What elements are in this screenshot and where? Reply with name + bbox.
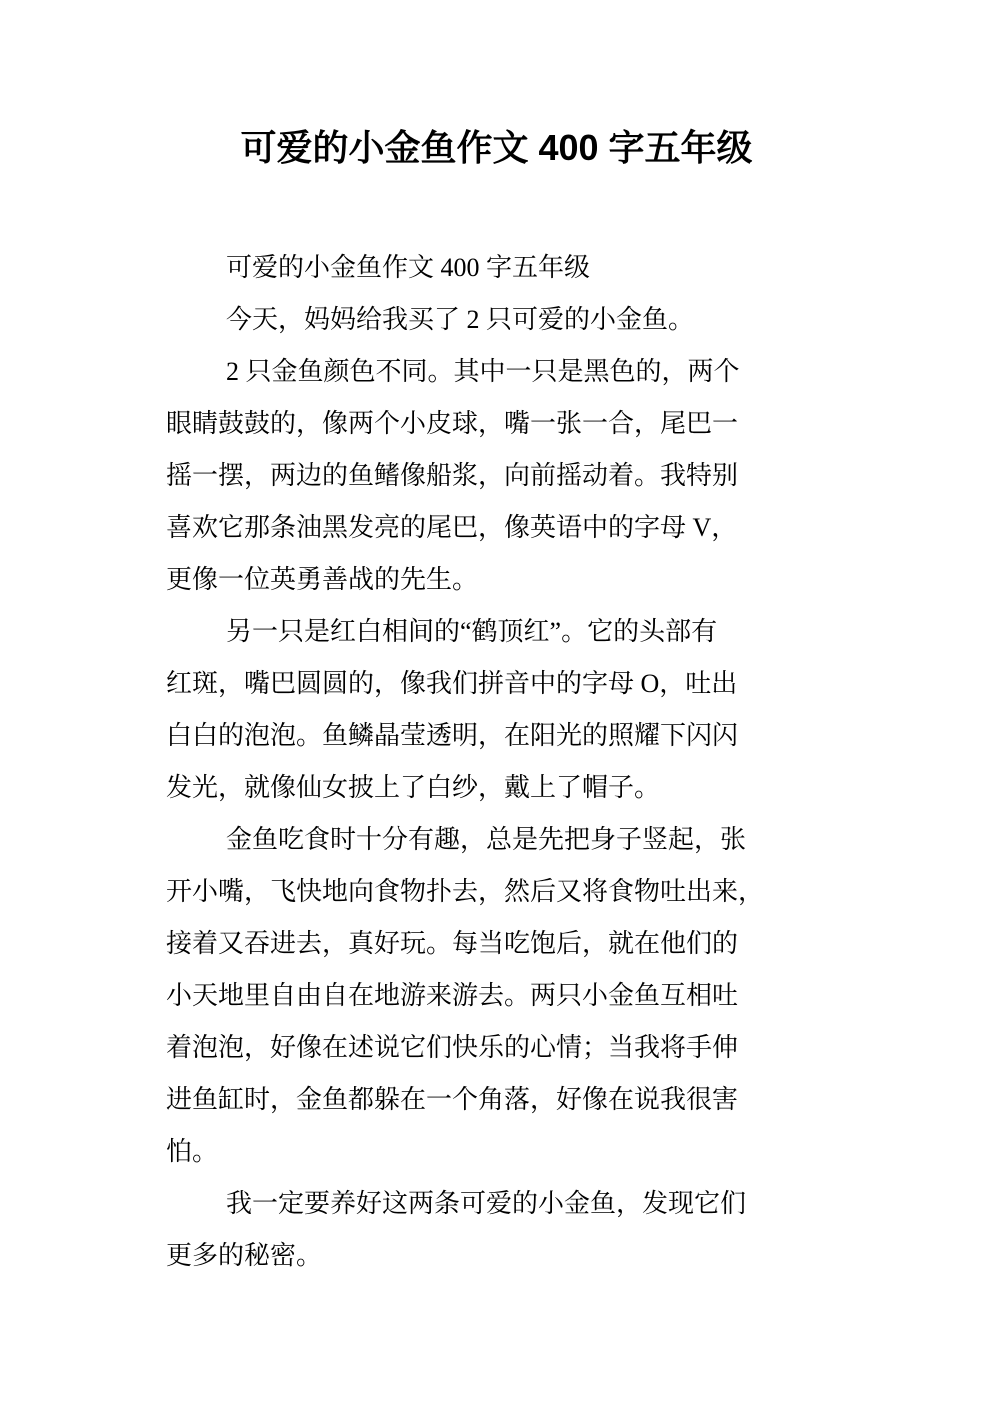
document-body (166, 242, 846, 1282)
text-line: 小天地里自由自在地游来游去。两只小金鱼互相吐 (166, 981, 739, 1010)
text-line: 怕。 (166, 1137, 219, 1166)
text-line: 更多的秘密。 (166, 1241, 323, 1270)
text-line: 喜欢它那条油黑发亮的尾巴，像英语中的字母 V， (166, 513, 738, 542)
paragraph (166, 242, 846, 294)
text-line: 进鱼缸时，金鱼都躲在一个角落，好像在说我很害 (166, 1085, 739, 1114)
paragraph (166, 1178, 846, 1282)
text-line: 另一只是红白相间的“鹤顶红”。它的头部有 (226, 617, 718, 646)
text-line: 红斑，嘴巴圆圆的，像我们拼音中的字母 O，吐出 (166, 669, 738, 698)
text-line: 今天，妈妈给我买了 2 只可爱的小金鱼。 (226, 305, 695, 334)
text-line: 我一定要养好这两条可爱的小金鱼，发现它们 (226, 1189, 747, 1218)
text-line: 眼睛鼓鼓的，像两个小皮球，嘴一张一合，尾巴一 (166, 409, 739, 438)
paragraph (166, 814, 846, 1178)
text-line: 可爱的小金鱼作文 400 字五年级 (226, 253, 591, 282)
text-line: 接着又吞进去，真好玩。每当吃饱后，就在他们的 (166, 929, 739, 958)
document-title: 可爱的小金鱼作文 400 字五年级 (240, 127, 753, 168)
text-line: 2 只金鱼颜色不同。其中一只是黑色的，两个 (226, 357, 740, 386)
text-line: 白白的泡泡。鱼鳞晶莹透明，在阳光的照耀下闪闪 (166, 721, 739, 750)
paragraph (166, 346, 846, 606)
text-line: 开小嘴，飞快地向食物扑去，然后又将食物吐出来， (166, 877, 765, 906)
text-line: 着泡泡，好像在述说它们快乐的心情；当我将手伸 (166, 1033, 739, 1062)
text-line: 发光，就像仙女披上了白纱，戴上了帽子。 (166, 773, 661, 802)
text-line: 金鱼吃食时十分有趣，总是先把身子竖起，张 (226, 825, 747, 854)
text-line: 更像一位英勇善战的先生。 (166, 565, 479, 594)
paragraph (166, 294, 846, 346)
text-line: 摇一摆，两边的鱼鳍像船浆，向前摇动着。我特别 (166, 461, 739, 490)
paragraph (166, 606, 846, 814)
